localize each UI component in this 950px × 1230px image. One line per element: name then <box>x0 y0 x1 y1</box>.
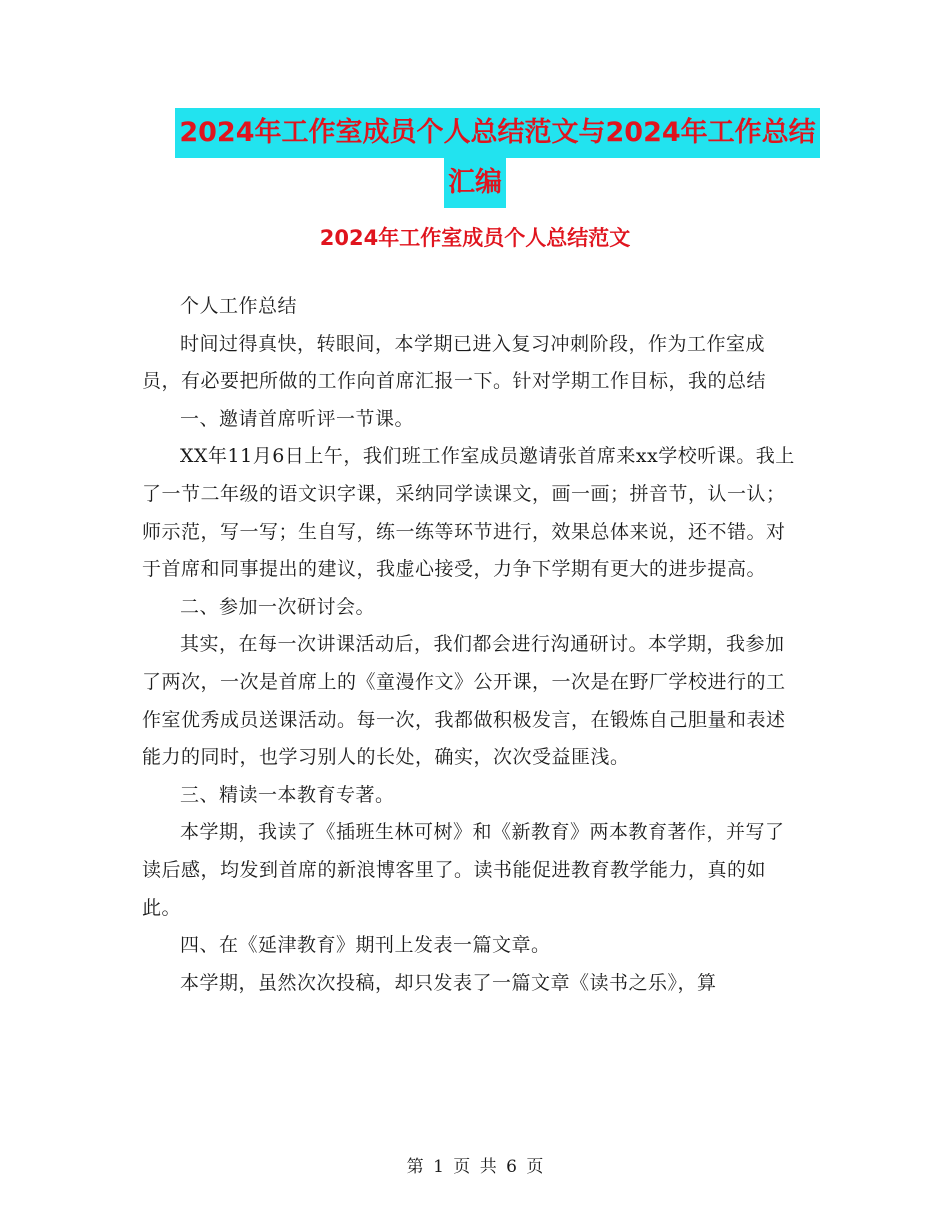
document-body <box>142 288 802 1002</box>
paragraph-section-4-body: 本学期，虽然次次投稿，却只发表了一篇文章《读书之乐》，算 <box>180 971 717 994</box>
paragraph-section-2-heading: 二、参加一次研讨会。 <box>180 595 376 618</box>
paragraph-section-1-body: XX年11月6日上午，我们班工作室成员邀请张首席来xx学校听课。我上了一节二年级的语文识字课，采纳同学读课文，画一画；拼音节，认一认；师示范，写一写；生自写，练一练等环节进行，效果总体来说，还不错。对于首席和同事提出的建议，我虚心接受，力争下学期有更大的进步提高。 <box>142 445 795 581</box>
paragraph-section-1-heading: 一、邀请首席听评一节课。 <box>180 407 415 430</box>
title-line-2: 汇编 <box>444 158 506 208</box>
paragraph-heading: 个人工作总结 <box>180 295 298 317</box>
page-footer: 第 1 页 共 6 页 <box>406 1157 544 1177</box>
title-line-1: 2024年工作室成员个人总结范文与2024年工作总结 <box>175 108 819 158</box>
document-title <box>0 108 950 208</box>
section-title: 2024年工作室成员个人总结范文 <box>319 226 631 250</box>
paragraph-section-4-heading: 四、在《延津教育》期刊上发表一篇文章。 <box>180 934 551 957</box>
paragraph-intro: 时间过得真快，转眼间，本学期已进入复习冲刺阶段，作为工作室成员，有必要把所做的工作向首席汇报一下。针对学期工作目标，我的总结 <box>142 332 767 393</box>
paragraph-section-3-heading: 三、精读一本教育专著。 <box>180 783 395 806</box>
paragraph-section-3-body: 本学期，我读了《插班生林可树》和《新教育》两本教育著作，并写了读后感，均发到首席的新浪博客里了。读书能促进教育教学能力，真的如此。 <box>142 821 785 919</box>
paragraph-section-2-body: 其实，在每一次讲课活动后，我们都会进行沟通研讨。本学期，我参加了两次，一次是首席上的《童漫作文》公开课，一次是在野厂学校进行的工作室优秀成员送课活动。每一次，我都做积极发言，在锻炼自己胆量和表述能力的同时，也学习别人的长处，确实，次次受益匪浅。 <box>142 633 786 769</box>
